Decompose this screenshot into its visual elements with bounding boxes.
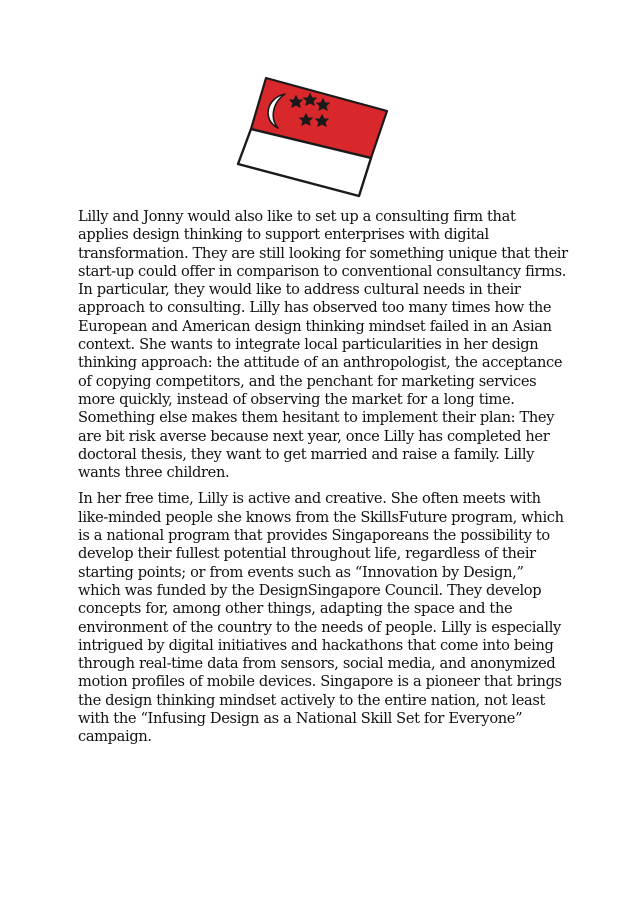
paragraph-consulting-plans: Lilly and Jonny would also like to set up a consulting firm that applies design thinking to support enterprises with digital transformation. They are still looking for something unique that their start-up could offer in comparison to conventional consultancy firms. In particular, they would like to address cultural needs in their approach to consulting. Lilly has observed too many times how the European and American design thinking mindset failed in an Asian context. She wants to integrate local particularities in her design thinking approach: the attitude of an anthropologist, the acceptance of copying competitors, and the penchant for marketing services more quickly, instead of observing the market for a long time. Something else makes them hesitant to implement their plan: They are bit risk averse because next year, once Lilly has completed her doctoral thesis, they want to get married and raise a family. Lilly wants three children. xyxy=(78,208,568,482)
flag-drawing xyxy=(232,72,392,202)
singapore-flag-icon xyxy=(232,72,392,202)
body-text xyxy=(78,208,568,755)
paragraph-free-time: In her free time, Lilly is active and creative. She often meets with like-minded people she knows from the SkillsFuture program, which is a national program that provides Singaporeans the possibility to develop their fullest potential throughout life, regardless of their starting points; or from events such as “Innovation by Design,” which was funded by the DesignSingapore Council. They develop concepts for, among other things, adapting the space and the environment of the country to the needs of people. Lilly is especially intrigued by digital initiatives and hackathons that come into being through real-time data from sensors, social media, and anonymized motion profiles of mobile devices. Singapore is a pioneer that brings the design thinking mindset actively to the entire nation, not least with the “Infusing Design as a National Skill Set for Everyone” campaign. xyxy=(78,490,564,746)
